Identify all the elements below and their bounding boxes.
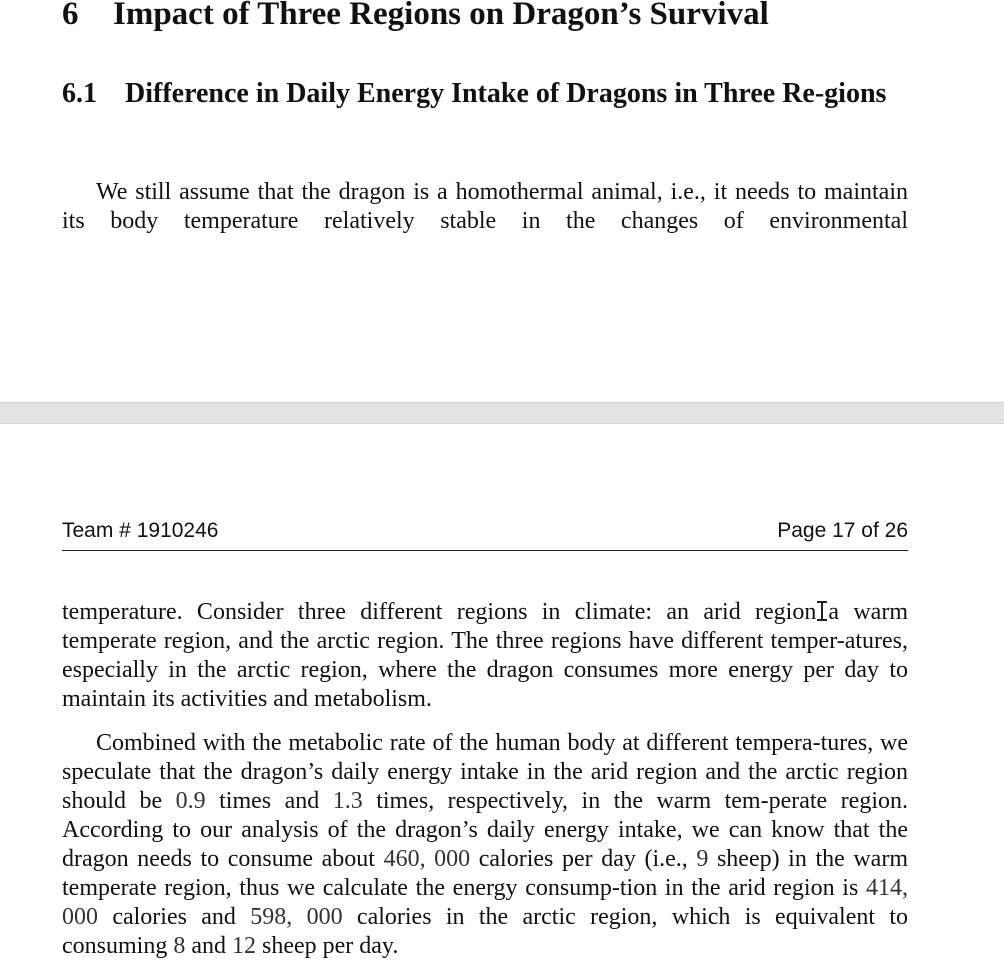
subsection-number: 6.1 — [62, 78, 97, 109]
math-value: 8 — [173, 933, 186, 959]
text-run: calories and — [98, 904, 251, 930]
page-header — [62, 519, 908, 551]
math-value: 598, 000 — [250, 904, 343, 930]
math-value: 460, 000 — [383, 846, 471, 872]
team-number: Team # 1910246 — [62, 519, 219, 542]
text-run: sheep) in the warm temperate region, thus we calculate the energy consump-tion in the arid region is — [62, 846, 908, 901]
math-value: 9 — [696, 846, 709, 872]
combined-paragraph[interactable] — [62, 729, 908, 961]
math-value: 1.3 — [332, 788, 363, 814]
text-run: Combined with the metabolic rate of the human body at different tempera-tures, we speculate that the dragon’s daily energy intake in the arid region and the arctic region should be — [62, 730, 908, 814]
pdf-page-16 — [0, 0, 1004, 402]
page-number: Page 17 of 26 — [777, 519, 908, 542]
section-number: 6 — [62, 0, 79, 32]
text-cursor-icon — [817, 600, 827, 622]
math-value: 414, 000 — [62, 875, 908, 930]
continued-text-b: a warm temperate region, and the arctic region. The three regions have different temper-atures, especially in the arctic region, where the dragon consumes more energy per day to maintain its activities and metabolism. — [62, 599, 908, 712]
continued-text-a: temperature. Consider three different regions in climate: an arid region — [62, 599, 817, 625]
text-run: and — [185, 933, 232, 959]
subsection-heading — [62, 76, 922, 112]
continued-paragraph[interactable] — [62, 598, 908, 714]
math-value: 0.9 — [175, 788, 206, 814]
text-run: times and — [205, 788, 333, 814]
math-value: 12 — [231, 933, 256, 959]
text-run: calories per day (i.e., — [470, 846, 697, 872]
section-heading — [62, 0, 769, 33]
text-run: times, respectively, in the warm tem-perate region. According to our analysis of the dragon’s daily energy intake, we can know that the dragon needs to consume about — [62, 788, 908, 872]
text-run: sheep per day. — [255, 933, 399, 959]
text-run: calories in the arctic region, which is equivalent to consuming — [62, 904, 909, 959]
section-title: Impact of Three Regions on Dragon’s Survival — [113, 0, 769, 32]
subsection-title: Difference in Daily Energy Intake of Dragons in Three Re-gions — [125, 78, 887, 109]
pdf-page-17 — [0, 424, 1004, 959]
intro-paragraph[interactable]: We still assume that the dragon is a homothermal animal, i.e., it needs to maintain its body temperature relatively stable in the changes of environmental — [62, 179, 908, 234]
page-separator — [0, 402, 1004, 424]
